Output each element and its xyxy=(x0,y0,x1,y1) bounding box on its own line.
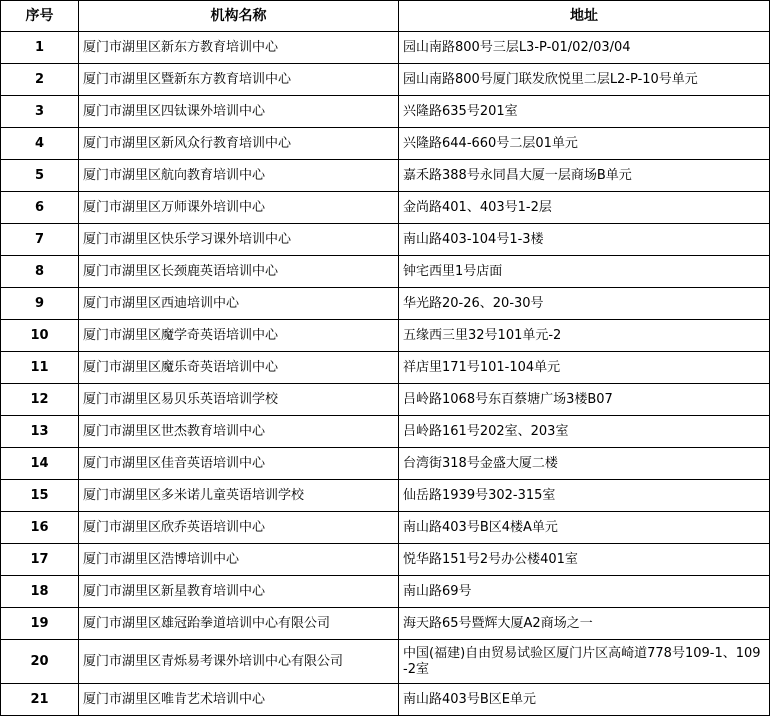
table-row xyxy=(1,608,770,640)
row-address: 台湾街318号金盛大厦二楼 xyxy=(399,448,770,480)
row-index: 3 xyxy=(1,96,79,128)
table-row xyxy=(1,320,770,352)
row-index: 9 xyxy=(1,288,79,320)
row-address: 华光路20-26、20-30号 xyxy=(399,288,770,320)
table-row xyxy=(1,224,770,256)
row-index: 21 xyxy=(1,684,79,716)
table-row xyxy=(1,416,770,448)
row-name: 厦门市湖里区世杰教育培训中心 xyxy=(79,416,399,448)
table-row xyxy=(1,256,770,288)
row-name: 厦门市湖里区新东方教育培训中心 xyxy=(79,32,399,64)
row-address: 兴隆路635号201室 xyxy=(399,96,770,128)
row-name: 厦门市湖里区浩博培训中心 xyxy=(79,544,399,576)
row-index: 4 xyxy=(1,128,79,160)
table-row xyxy=(1,684,770,716)
table-row xyxy=(1,480,770,512)
row-index: 5 xyxy=(1,160,79,192)
row-address: 吕岭路161号202室、203室 xyxy=(399,416,770,448)
table-row xyxy=(1,576,770,608)
row-index: 14 xyxy=(1,448,79,480)
row-name: 厦门市湖里区欣乔英语培训中心 xyxy=(79,512,399,544)
header-name: 机构名称 xyxy=(79,1,399,32)
row-name: 厦门市湖里区易贝乐英语培训学校 xyxy=(79,384,399,416)
row-index: 16 xyxy=(1,512,79,544)
table-row xyxy=(1,448,770,480)
table-row xyxy=(1,64,770,96)
row-name: 厦门市湖里区航向教育培训中心 xyxy=(79,160,399,192)
row-address: 金尚路401、403号1-2层 xyxy=(399,192,770,224)
row-index: 2 xyxy=(1,64,79,96)
row-address: 五缘西三里32号101单元-2 xyxy=(399,320,770,352)
row-index: 18 xyxy=(1,576,79,608)
row-address: 悦华路151号2号办公楼401室 xyxy=(399,544,770,576)
row-address: 祥店里171号101-104单元 xyxy=(399,352,770,384)
header-address: 地址 xyxy=(399,1,770,32)
row-name: 厦门市湖里区暨新东方教育培训中心 xyxy=(79,64,399,96)
row-address: 南山路403-104号1-3楼 xyxy=(399,224,770,256)
table-row xyxy=(1,32,770,64)
row-index: 13 xyxy=(1,416,79,448)
row-name: 厦门市湖里区新星教育培训中心 xyxy=(79,576,399,608)
row-name: 厦门市湖里区长颈鹿英语培训中心 xyxy=(79,256,399,288)
row-address: 南山路69号 xyxy=(399,576,770,608)
row-address: 中国(福建)自由贸易试验区厦门片区高崎道778号109-1、109-2室 xyxy=(399,640,770,684)
table-row xyxy=(1,160,770,192)
row-index: 8 xyxy=(1,256,79,288)
row-index: 19 xyxy=(1,608,79,640)
row-index: 1 xyxy=(1,32,79,64)
row-name: 厦门市湖里区多米诺儿童英语培训学校 xyxy=(79,480,399,512)
row-index: 11 xyxy=(1,352,79,384)
table-row xyxy=(1,192,770,224)
row-name: 厦门市湖里区快乐学习课外培训中心 xyxy=(79,224,399,256)
row-name: 厦门市湖里区四钛课外培训中心 xyxy=(79,96,399,128)
row-name: 厦门市湖里区魔乐奇英语培训中心 xyxy=(79,352,399,384)
row-index: 10 xyxy=(1,320,79,352)
row-address: 南山路403号B区E单元 xyxy=(399,684,770,716)
row-name: 厦门市湖里区西迪培训中心 xyxy=(79,288,399,320)
header-index: 序号 xyxy=(1,1,79,32)
row-index: 7 xyxy=(1,224,79,256)
row-address: 园山南路800号三层L3-P-01/02/03/04 xyxy=(399,32,770,64)
row-address: 兴隆路644-660号二层01单元 xyxy=(399,128,770,160)
row-address: 吕岭路1068号东百蔡塘广场3楼B07 xyxy=(399,384,770,416)
row-name: 厦门市湖里区雄冠跆拳道培训中心有限公司 xyxy=(79,608,399,640)
row-name: 厦门市湖里区万师课外培训中心 xyxy=(79,192,399,224)
row-address: 南山路403号B区4楼A单元 xyxy=(399,512,770,544)
table-row xyxy=(1,288,770,320)
row-address: 仙岳路1939号302-315室 xyxy=(399,480,770,512)
row-address: 嘉禾路388号永同昌大厦一层商场B单元 xyxy=(399,160,770,192)
row-address: 海天路65号暨辉大厦A2商场之一 xyxy=(399,608,770,640)
table-row xyxy=(1,640,770,684)
table-row xyxy=(1,512,770,544)
row-name: 厦门市湖里区魔学奇英语培训中心 xyxy=(79,320,399,352)
row-address: 钟宅西里1号店面 xyxy=(399,256,770,288)
row-name: 厦门市湖里区新风众行教育培训中心 xyxy=(79,128,399,160)
header-row xyxy=(1,1,770,32)
row-index: 15 xyxy=(1,480,79,512)
row-name: 厦门市湖里区唯肯艺术培训中心 xyxy=(79,684,399,716)
table-row xyxy=(1,544,770,576)
table-row xyxy=(1,128,770,160)
table-row xyxy=(1,352,770,384)
row-index: 12 xyxy=(1,384,79,416)
row-index: 20 xyxy=(1,640,79,684)
row-address: 园山南路800号厦门联发欣悦里二层L2-P-10号单元 xyxy=(399,64,770,96)
table-row xyxy=(1,384,770,416)
row-name: 厦门市湖里区佳音英语培训中心 xyxy=(79,448,399,480)
row-index: 6 xyxy=(1,192,79,224)
row-index: 17 xyxy=(1,544,79,576)
row-name: 厦门市湖里区青烁易考课外培训中心有限公司 xyxy=(79,640,399,684)
table-row xyxy=(1,96,770,128)
